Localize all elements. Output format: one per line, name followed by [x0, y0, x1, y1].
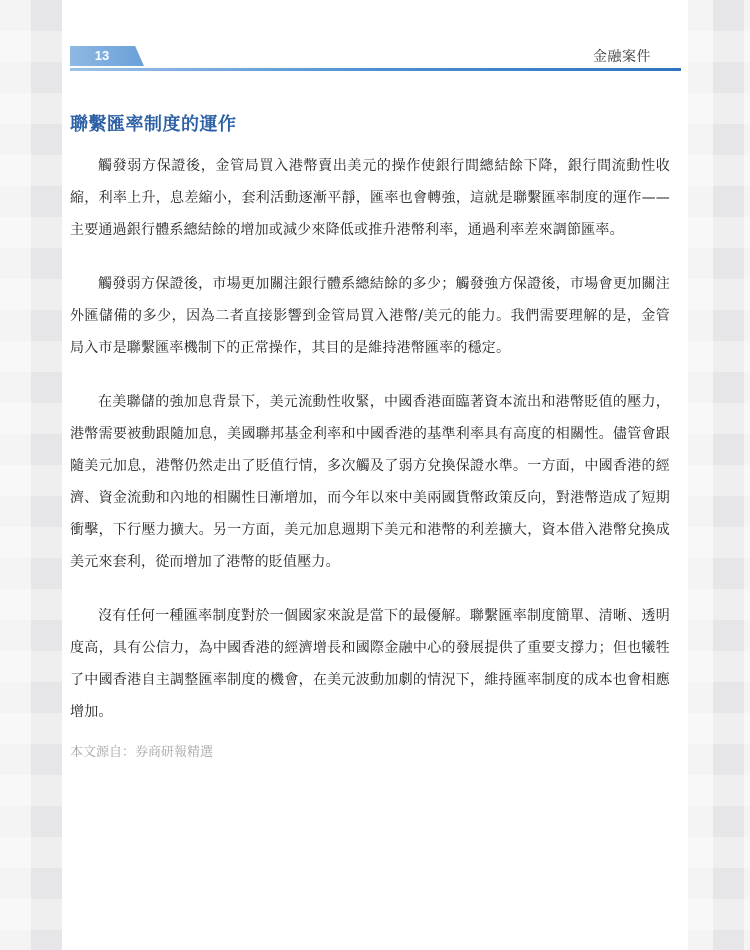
paragraph-3: 在美聯儲的強加息背景下，美元流動性收緊，中國香港面臨著資本流出和港幣貶值的壓力，港幣需要被動跟隨加息，美國聯邦基金利率和中國香港的基準利率具有高度的相關性。儘管會跟隨美元加息，港幣仍然走出了貶值行情，多次觸及了弱方兌換保證水準。一方面，中國香港的經濟、資金流動和內地的相關性日漸增加，而今年以來中美兩國貨幣政策反向，對港幣造成了短期衝擊，下行壓力擴大。另一方面，美元加息週期下美元和港幣的利差擴大，資本借入港幣兌換成美元來套利，從而增加了港幣的貶值壓力。	[70, 394, 670, 570]
page-number: 13	[94, 48, 110, 63]
article-title: 聯繫匯率制度的運作	[70, 114, 237, 135]
document-page	[62, 0, 688, 950]
section-label: 金融案件	[593, 49, 651, 65]
source-note: 本文源自：券商研報精選	[70, 745, 214, 760]
paragraph-1: 觸發弱方保證後，金管局買入港幣賣出美元的操作使銀行間總結餘下降，銀行間流動性收縮，利率上升，息差縮小，套利活動逐漸平靜，匯率也會轉強，這就是聯繫匯率制度的運作——主要通過銀行體系總結餘的增加或減少來降低或推升港幣利率，通過利率差來調節匯率。	[70, 158, 670, 238]
paragraph-4: 沒有任何一種匯率制度對於一個國家來說是當下的最優解。聯繫匯率制度簡單、清晰、透明度高，具有公信力，為中國香港的經濟增長和國際金融中心的發展提供了重要支撐力；但也犧牲了中國香港自主調整匯率制度的機會，在美元波動加劇的情況下，維持匯率制度的成本也會相應增加。	[70, 608, 670, 720]
header-divider	[70, 68, 681, 71]
article-body	[70, 150, 670, 750]
paragraph-2: 觸發弱方保證後，市場更加關注銀行體系總結餘的多少；觸發強方保證後，市場會更加關注外匯儲備的多少，因為二者直接影響到金管局買入港幣/美元的能力。我們需要理解的是，金管局入市是聯繫匯率機制下的正常操作，其目的是維持港幣匯率的穩定。	[70, 276, 670, 356]
